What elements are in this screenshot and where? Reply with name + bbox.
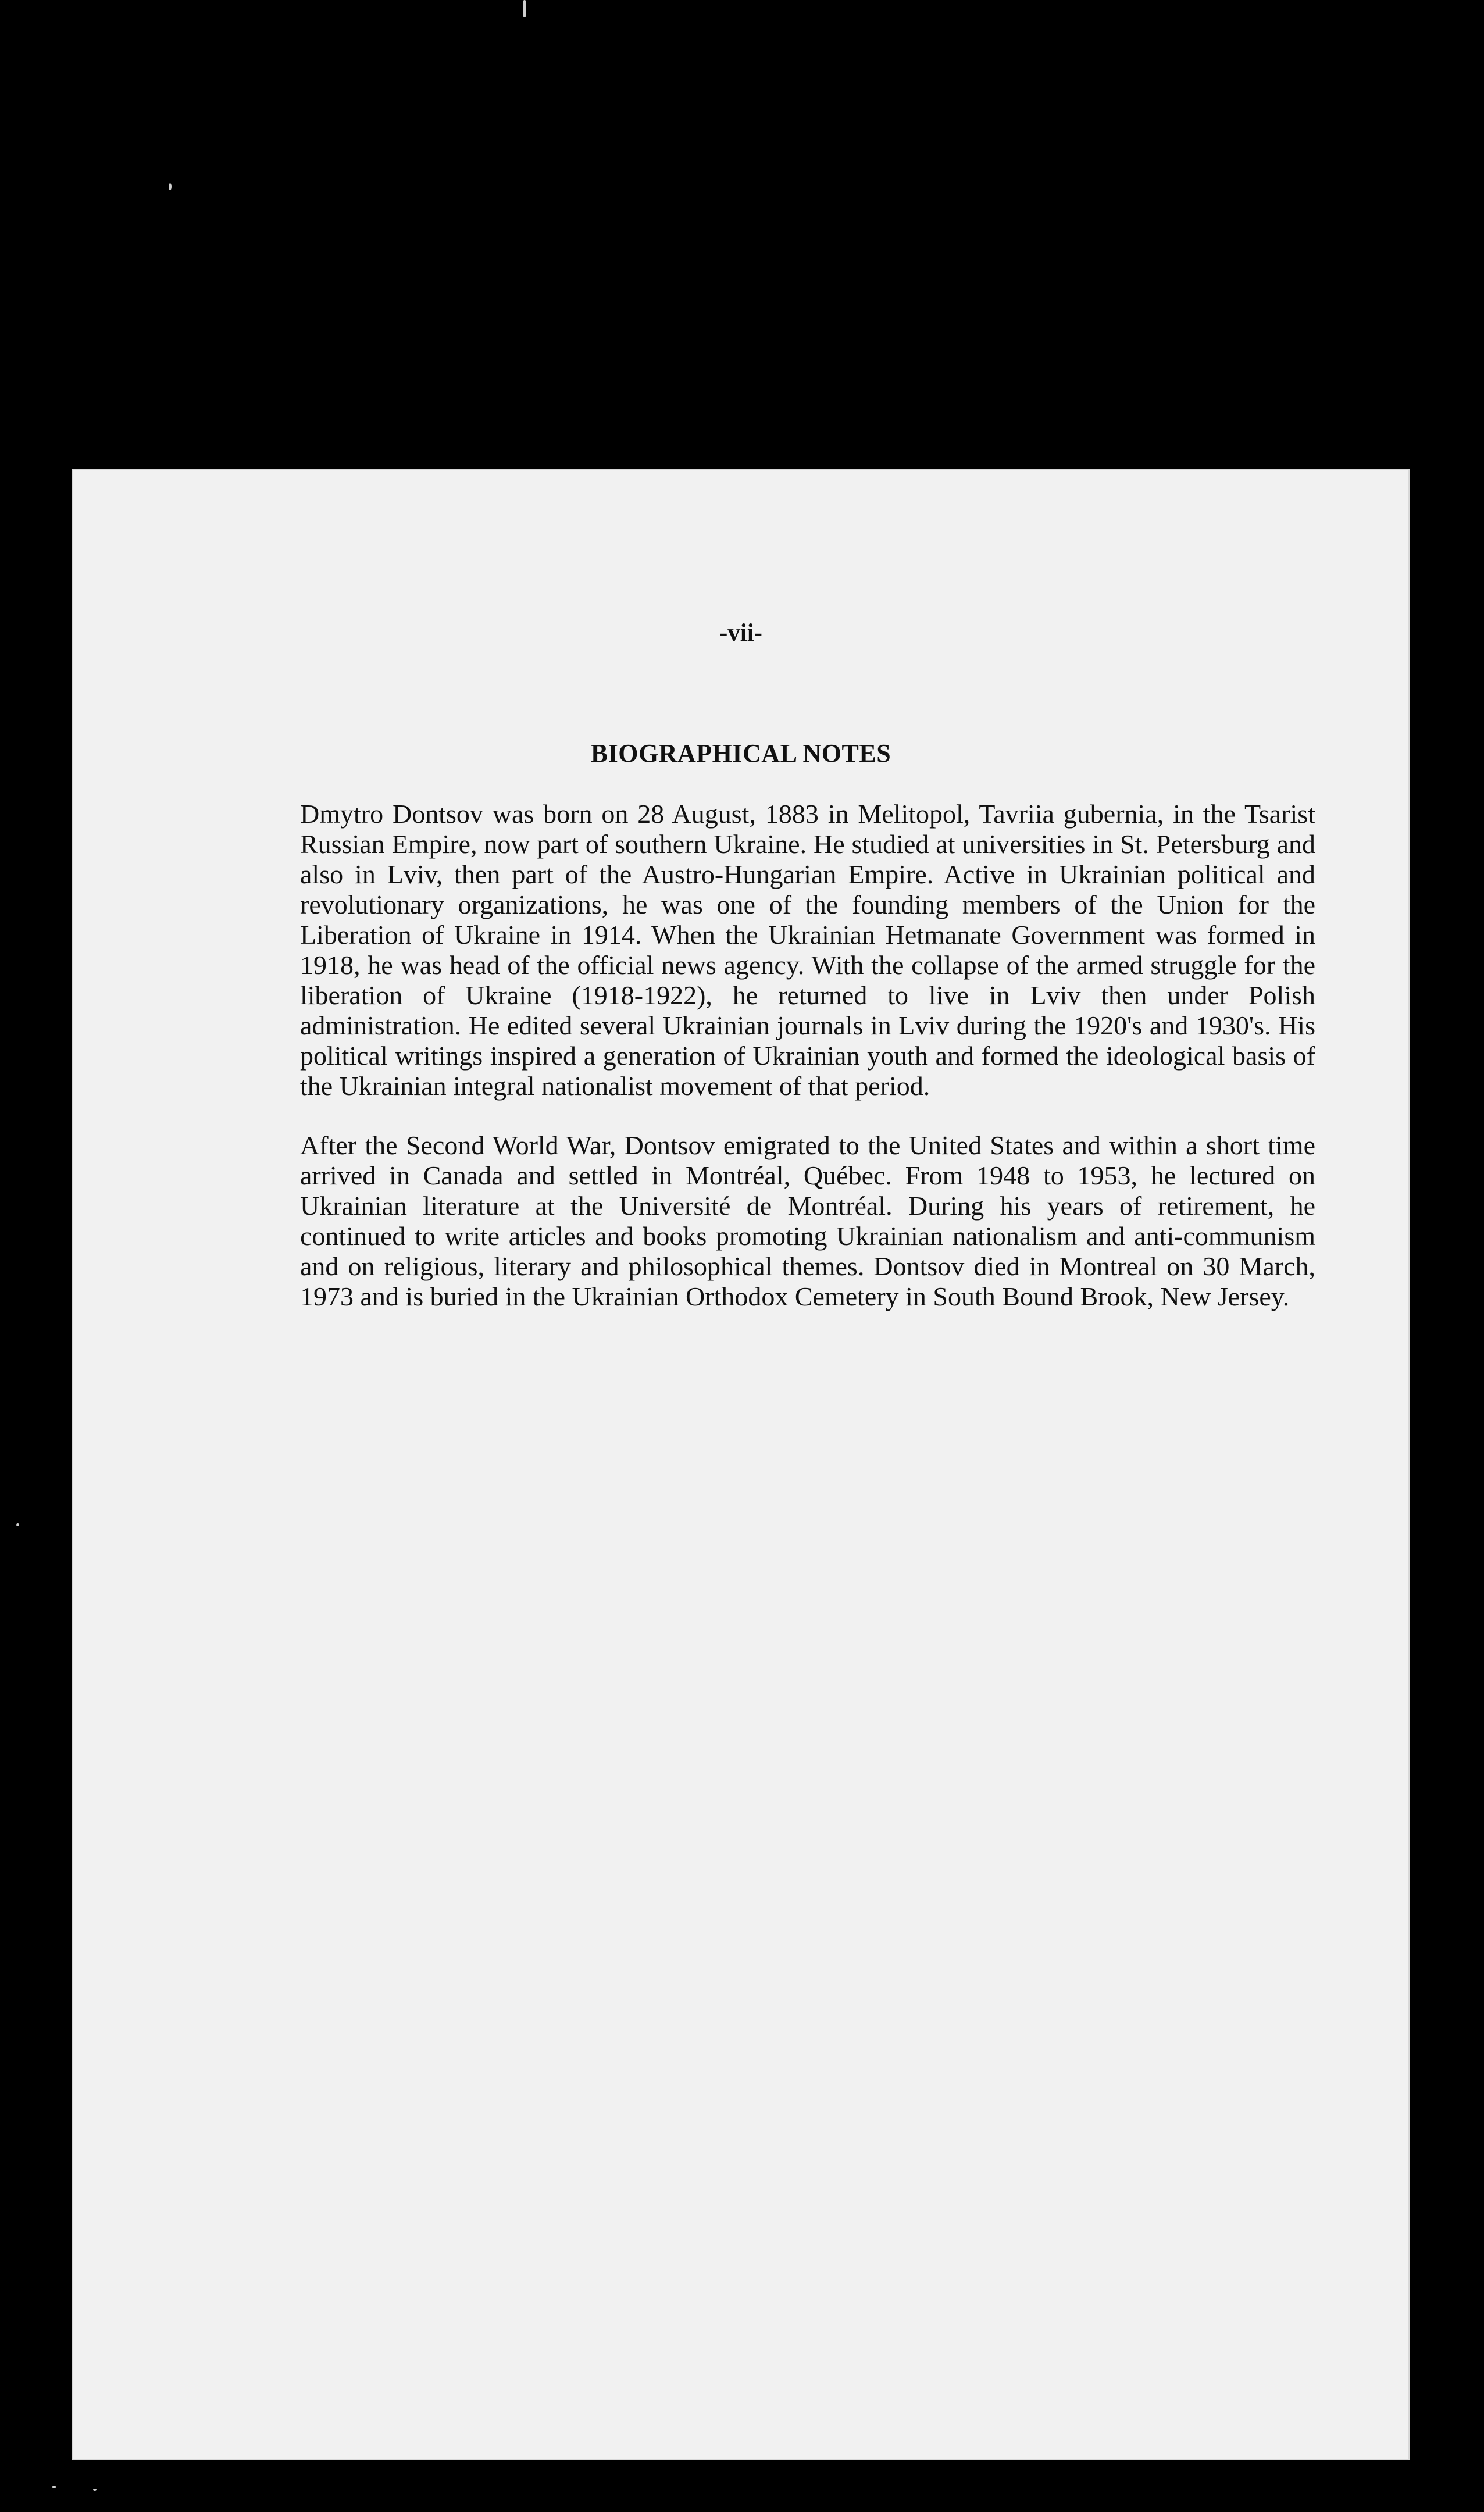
dust-speck (52, 2486, 56, 2488)
paragraph-1: Dmytro Dontsov was born on 28 August, 1883 in Melitopol, Tavriia gubernia, in the Tsarist Russian Empire, now part of southern Ukraine. He studied at universities in St. Petersburg and also in Lviv, then part of the Austro-Hungarian Empire. Active in Ukrainian political and revolutionary organizations, he was one of the founding members of the Union for the Liberation of Ukraine in 1914. When the Ukrainian Hetmanate Government was formed in 1918, he was head of the official news agency. With the collapse of the armed struggle for the liberation of Ukraine (1918-1922), he returned to live in Lviv then under Polish administration. He edited several Ukrainian journals in Lviv during the 1920's and 1930's. His political writings inspired a generation of Ukrainian youth and formed the ideological basis of the Ukrainian integral nationalist movement of that period. (300, 799, 1315, 1101)
section-title: BIOGRAPHICAL NOTES (590, 739, 891, 768)
dust-speck (93, 2489, 97, 2491)
dust-speck (16, 1523, 19, 1526)
dust-speck (523, 0, 526, 17)
document-page (72, 469, 1410, 2460)
dust-speck (169, 183, 172, 190)
page-number: -vii- (719, 619, 763, 647)
paragraph-2: After the Second World War, Dontsov emigrated to the United States and within a short time arrived in Canada and settled in Montréal, Québec. From 1948 to 1953, he lectured on Ukrainian literature at the Université de Montréal. During his years of retirement, he continued to write articles and books promoting Ukrainian nationalism and anti-communism and on religious, literary and philosophical themes. Dontsov died in Montreal on 30 March, 1973 and is buried in the Ukrainian Orthodox Cemetery in South Bound Brook, New Jersey. (300, 1130, 1315, 1311)
